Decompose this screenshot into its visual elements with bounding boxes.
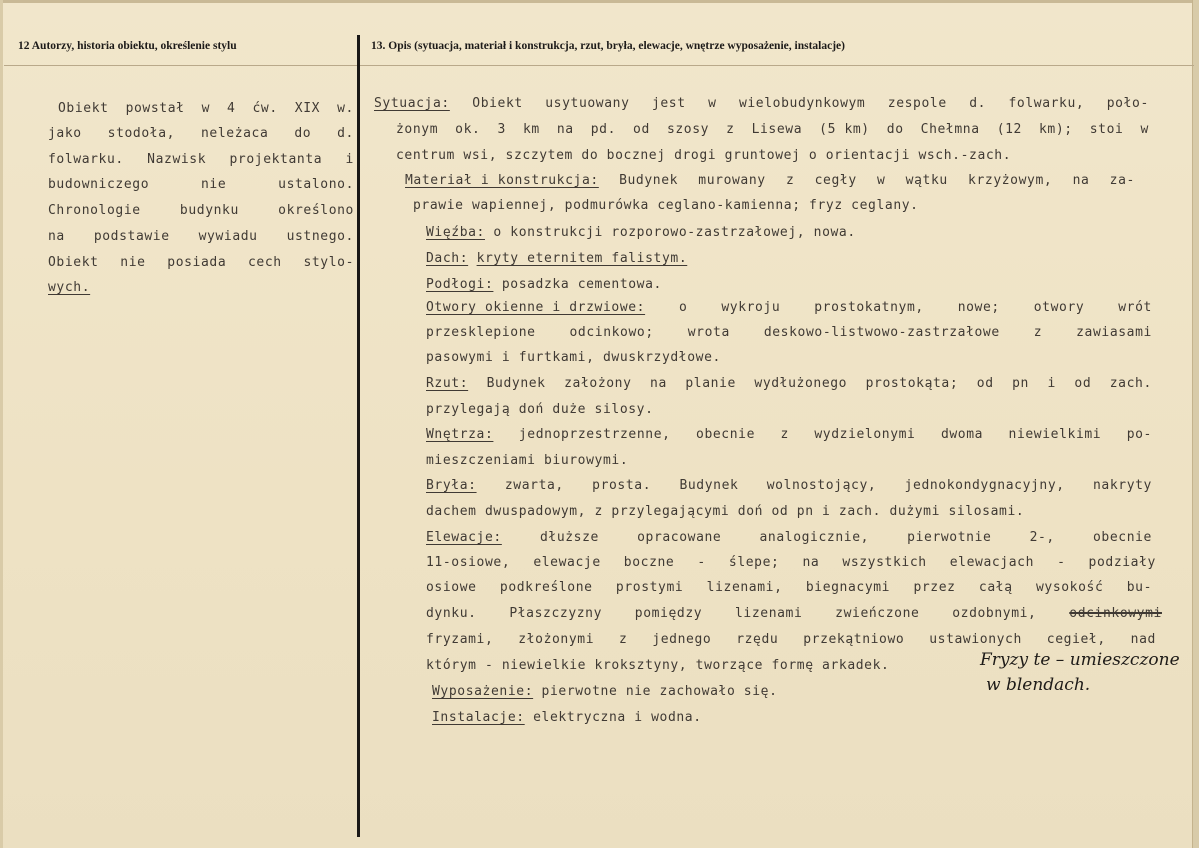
word: przez bbox=[913, 580, 956, 595]
word: jednokondygnacyjny, bbox=[904, 478, 1065, 493]
wiezba-line bbox=[426, 225, 856, 240]
word: ustawionych bbox=[929, 632, 1022, 647]
word: Lisewa bbox=[751, 122, 803, 137]
word: Obiekt bbox=[48, 255, 99, 270]
word: folwarku, bbox=[1008, 96, 1085, 111]
word: Budynek bbox=[619, 173, 679, 188]
word: przesklepione bbox=[426, 325, 536, 340]
card-right-edge bbox=[1192, 0, 1199, 848]
word: wydzielonymi bbox=[814, 427, 916, 442]
word: pomiędzy bbox=[634, 606, 703, 621]
word: od bbox=[976, 376, 994, 391]
word: Chronologie bbox=[48, 203, 141, 218]
word: Nazwisk bbox=[147, 152, 207, 167]
dach-text: kryty eternitem falistym. bbox=[476, 251, 688, 266]
word: cegieł, bbox=[1046, 632, 1106, 647]
header-authors-history: 12 Autorzy, historia obiektu, określenie stylu bbox=[18, 40, 237, 52]
word: wrót bbox=[1118, 300, 1152, 315]
word: Budynek bbox=[679, 478, 739, 493]
word: krzyżowym, bbox=[968, 173, 1053, 188]
word: planie bbox=[685, 376, 736, 391]
word: folwarku. bbox=[48, 152, 124, 167]
word: projektanta bbox=[229, 152, 323, 167]
word: cegły bbox=[814, 173, 857, 188]
word: żonym bbox=[396, 122, 439, 137]
word: pd. bbox=[590, 122, 617, 137]
word: o bbox=[679, 300, 688, 315]
word: odcinkowo; bbox=[569, 325, 654, 340]
elewacje-label: Elewacje: bbox=[426, 530, 502, 545]
word: zwieńczone bbox=[835, 606, 920, 621]
word: ćw. bbox=[252, 101, 278, 116]
material-line-2: prawie wapiennej, podmurówka ceglano-kamienna; fryz ceglany. bbox=[413, 198, 919, 213]
word: km bbox=[522, 122, 540, 137]
wiezba-label: Więźba: bbox=[426, 225, 485, 240]
word: deskowo-listwowo-zastrzałowe bbox=[763, 325, 1000, 340]
wyposazenie-line bbox=[432, 684, 778, 699]
bryla-line-1 bbox=[426, 478, 1152, 493]
word: po- bbox=[1126, 427, 1152, 442]
material-line-1 bbox=[405, 173, 1135, 188]
word: do bbox=[294, 126, 312, 141]
word: ozdobnymi, bbox=[952, 606, 1037, 621]
word: założony bbox=[564, 376, 632, 391]
word: elewacje bbox=[533, 555, 601, 570]
word: na bbox=[802, 555, 820, 570]
word: elewacjach bbox=[949, 555, 1035, 570]
word: całą bbox=[978, 580, 1013, 595]
word: w bbox=[201, 101, 211, 116]
left-line-8 bbox=[48, 280, 90, 295]
word: Obiekt bbox=[58, 101, 109, 116]
word: rzędu bbox=[736, 632, 779, 647]
elewacje-line-4 bbox=[426, 606, 1162, 621]
word: w bbox=[708, 96, 717, 111]
wyposazenie-text: pierwotne nie zachowało się. bbox=[533, 684, 778, 699]
word: budowniczego bbox=[48, 177, 150, 192]
word: na bbox=[556, 122, 574, 137]
word: od bbox=[1074, 376, 1092, 391]
word: 4 bbox=[227, 101, 236, 116]
word: zespole bbox=[887, 96, 947, 111]
word: wolnostojący, bbox=[766, 478, 877, 493]
word: przekątniowo bbox=[803, 632, 905, 647]
word: złożonymi bbox=[518, 632, 595, 647]
elewacje-line-5 bbox=[426, 632, 1156, 647]
word: - bbox=[1057, 555, 1066, 570]
word: 2-, bbox=[1029, 530, 1055, 545]
material-label: Materiał i konstrukcja: bbox=[405, 173, 599, 188]
word: d. bbox=[337, 126, 354, 141]
word: opracowane bbox=[637, 530, 722, 545]
word: wych. bbox=[48, 280, 91, 295]
word: cech bbox=[248, 255, 282, 270]
word: dłuższe bbox=[539, 530, 599, 545]
word: osiowe bbox=[426, 580, 477, 595]
left-line-2 bbox=[48, 126, 354, 141]
word: zawiasami bbox=[1076, 325, 1152, 340]
podlogi-text: posadzka cementowa. bbox=[493, 277, 662, 292]
card-top-edge bbox=[0, 0, 1199, 3]
word: wrota bbox=[687, 325, 730, 340]
word: za- bbox=[1109, 173, 1135, 188]
word: z bbox=[785, 173, 795, 188]
header-description: 13. Opis (sytuacja, materiał i konstrukcja, rzut, bryła, elewacje, wnętrze wyposażenie, instalacje) bbox=[371, 40, 845, 52]
word: ślepe; bbox=[728, 555, 780, 570]
elewacje-line-3 bbox=[426, 580, 1152, 595]
dach-line bbox=[426, 251, 687, 266]
word: lizenami bbox=[734, 606, 803, 621]
word: dynku. bbox=[426, 606, 477, 621]
word: podstawie bbox=[93, 229, 170, 244]
word: z bbox=[1033, 325, 1043, 340]
word: boczne bbox=[623, 555, 675, 570]
word: wykroju bbox=[721, 300, 781, 315]
column-divider bbox=[357, 35, 360, 837]
word: ok. bbox=[455, 122, 481, 137]
bryla-line-2: dachem dwuspadowym, z przylegającymi doń od pn i zach. dużymi silosami. bbox=[426, 504, 1025, 519]
word: prosta. bbox=[592, 478, 652, 493]
dach-label: Dach: bbox=[426, 251, 469, 266]
word: fryzami, bbox=[426, 632, 494, 647]
word: Płaszczyzny bbox=[509, 606, 603, 621]
word: jednoprzestrzenne, bbox=[518, 427, 671, 442]
word: budynku bbox=[179, 203, 239, 218]
word: w. bbox=[337, 101, 354, 116]
word: nie bbox=[201, 177, 227, 192]
wiezba-text: o konstrukcji rozporowo-zastrzałowej, nowa. bbox=[485, 225, 856, 240]
word: powstał bbox=[125, 101, 185, 116]
word: na bbox=[48, 229, 65, 244]
left-line-4 bbox=[48, 177, 354, 192]
word: wywiadu bbox=[198, 229, 258, 244]
word: pierwotnie bbox=[907, 530, 992, 545]
podlogi-label: Podłogi: bbox=[426, 277, 494, 292]
word: na bbox=[650, 376, 667, 391]
word: od bbox=[633, 122, 650, 137]
wnetrza-line-2: mieszczeniami biurowymi. bbox=[426, 453, 629, 468]
word: podkreślone bbox=[499, 580, 593, 595]
word: pn bbox=[1012, 376, 1029, 391]
word: nie bbox=[120, 255, 146, 270]
word: stoi bbox=[1089, 122, 1124, 137]
word: jest bbox=[651, 96, 686, 111]
rzut-label: Rzut: bbox=[426, 376, 469, 391]
word: dwoma bbox=[940, 427, 984, 442]
card-left-edge bbox=[0, 0, 3, 848]
word: Chełmna bbox=[920, 122, 980, 137]
word: nakryty bbox=[1093, 478, 1152, 493]
left-line-3 bbox=[48, 152, 354, 167]
word: niewielkimi bbox=[1008, 427, 1102, 442]
wyposazenie-label: Wyposażenie: bbox=[432, 684, 534, 699]
word: z bbox=[726, 122, 735, 137]
word: 3 bbox=[497, 122, 506, 137]
word: wszystkich bbox=[842, 555, 927, 570]
word: analogicznie, bbox=[759, 530, 870, 545]
word: ustalono. bbox=[278, 177, 354, 192]
word: wielobudynkowym bbox=[738, 96, 866, 111]
elewacje-line-6: którym - niewielkie kroksztyny, tworzące formę arkadek. bbox=[426, 658, 890, 673]
word: i bbox=[1047, 376, 1056, 391]
word: wątku bbox=[905, 173, 948, 188]
otwory-line-1 bbox=[426, 300, 1152, 315]
word: jako bbox=[48, 126, 82, 141]
word: (5 km) bbox=[819, 122, 870, 137]
word: lizenami, bbox=[706, 580, 783, 595]
word: otwory bbox=[1033, 300, 1085, 315]
word: w bbox=[1140, 122, 1149, 137]
word: 11-osiowe, bbox=[426, 555, 511, 570]
word: nad bbox=[1130, 632, 1156, 647]
elewacje-line-1 bbox=[426, 530, 1152, 545]
word: określono bbox=[278, 203, 354, 218]
left-line-6 bbox=[48, 229, 354, 244]
header-rule bbox=[4, 65, 1194, 66]
word: km); bbox=[1039, 122, 1073, 137]
word: nowe; bbox=[957, 300, 1000, 315]
instalacje-label: Instalacje: bbox=[432, 710, 525, 725]
word: do bbox=[886, 122, 904, 137]
word: ustnego. bbox=[286, 229, 354, 244]
sytuacja-line-3: centrum wsi, szczytem do bocznej drogi gruntowej o orientacji wsch.-zach. bbox=[396, 148, 1012, 163]
otwory-label: Otwory okienne i drzwiowe: bbox=[426, 300, 646, 315]
word: Obiekt bbox=[472, 96, 523, 111]
word: szosy bbox=[666, 122, 710, 137]
word: prostokąta; bbox=[865, 376, 959, 391]
word: (12 bbox=[996, 122, 1022, 137]
word: obecnie bbox=[696, 427, 756, 442]
sytuacja-line-1 bbox=[374, 96, 1149, 111]
bryla-label: Bryła: bbox=[426, 478, 477, 493]
otwory-line-2 bbox=[426, 325, 1152, 340]
sytuacja-label: Sytuacja: bbox=[374, 96, 450, 111]
handwritten-note-line-2: w blendach. bbox=[986, 675, 1091, 695]
podlogi-line bbox=[426, 277, 662, 292]
word: wysokość bbox=[1035, 580, 1104, 595]
word: obecnie bbox=[1092, 530, 1152, 545]
word: prostokatnym, bbox=[814, 300, 924, 315]
word: wydłużonego bbox=[754, 376, 848, 391]
word: d. bbox=[969, 96, 987, 111]
word: podziały bbox=[1088, 555, 1156, 570]
wnetrza-label: Wnętrza: bbox=[426, 427, 494, 442]
left-line-1 bbox=[58, 101, 354, 116]
word: zwarta, bbox=[504, 478, 564, 493]
word: bu- bbox=[1126, 580, 1152, 595]
word: jednego bbox=[652, 632, 712, 647]
sytuacja-line-2 bbox=[396, 122, 1149, 137]
word: biegnacymi bbox=[805, 580, 891, 595]
word: neleżaca bbox=[200, 126, 269, 141]
word: na bbox=[1072, 173, 1090, 188]
word: usytuowany bbox=[545, 96, 630, 111]
word: w bbox=[877, 173, 886, 188]
instalacje-line bbox=[432, 710, 702, 725]
elewacje-line-2 bbox=[426, 555, 1156, 570]
left-line-5 bbox=[48, 203, 354, 218]
word: posiada bbox=[167, 255, 227, 270]
word: zach. bbox=[1109, 376, 1152, 391]
word: stylo- bbox=[303, 255, 354, 270]
word: prostymi bbox=[615, 580, 684, 595]
word: i bbox=[345, 152, 354, 167]
word: stodoła, bbox=[107, 126, 176, 141]
rzut-line-2: przylegają doń duże silosy. bbox=[426, 402, 654, 417]
word: - bbox=[697, 555, 706, 570]
wnetrza-line-1 bbox=[426, 427, 1152, 442]
word: XIX bbox=[294, 101, 321, 116]
handwritten-note-line-1: Fryzy te – umieszczone bbox=[980, 650, 1180, 670]
word: murowany bbox=[698, 173, 766, 188]
otwory-line-3: pasowymi i furtkami, dwuskrzydłowe. bbox=[426, 350, 721, 365]
left-line-7 bbox=[48, 255, 354, 270]
word: Budynek bbox=[486, 376, 546, 391]
instalacje-text: elektryczna i wodna. bbox=[524, 710, 702, 725]
rzut-line-1 bbox=[426, 376, 1152, 391]
word: z bbox=[780, 427, 789, 442]
word: z bbox=[619, 632, 628, 647]
word: poło- bbox=[1106, 96, 1149, 111]
struck-word: odcinkowymi bbox=[1069, 606, 1162, 621]
